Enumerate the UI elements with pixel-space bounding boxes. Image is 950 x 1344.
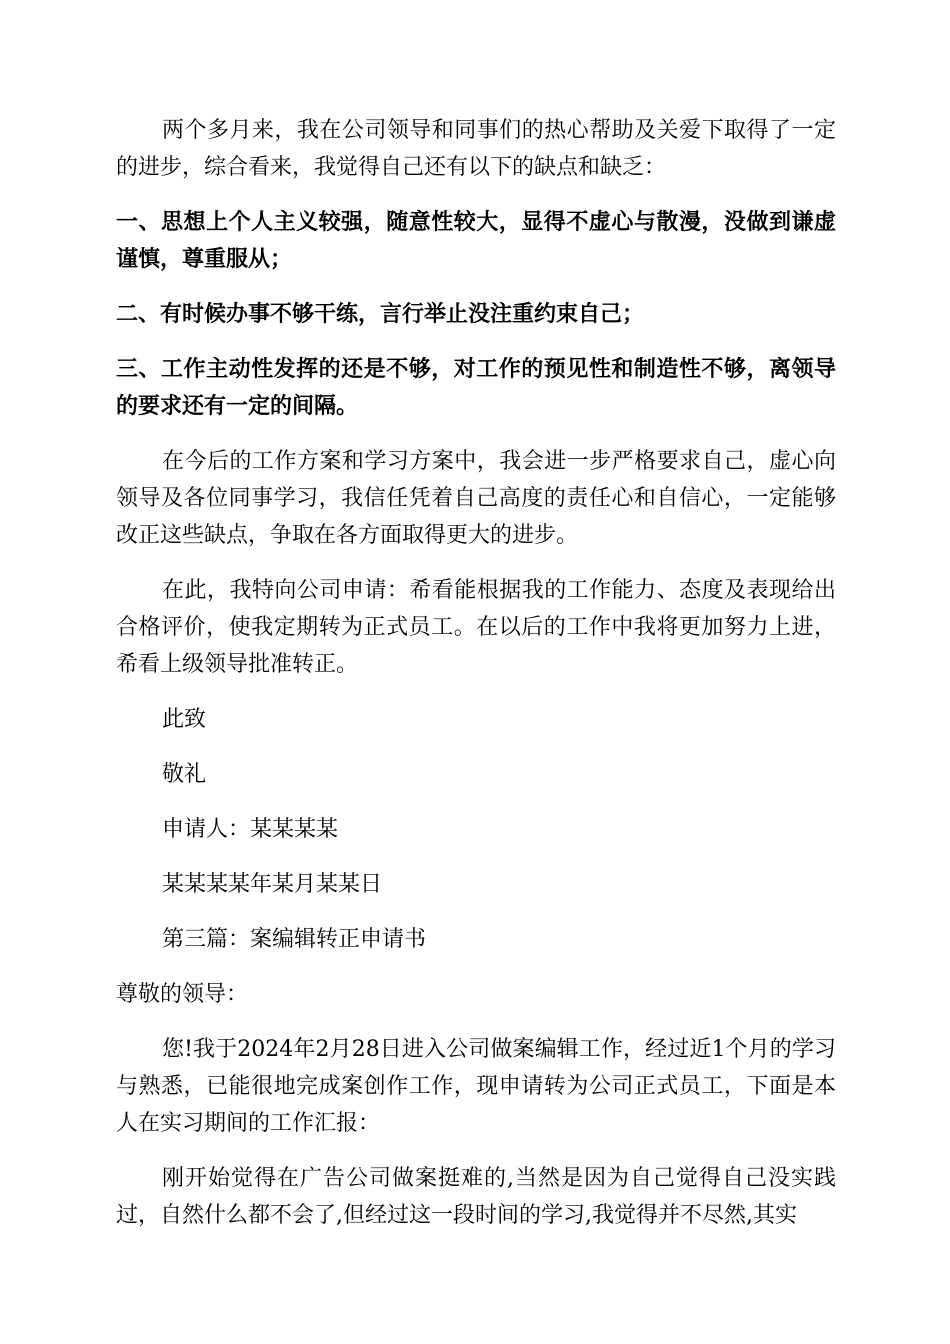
paragraph-shortcoming-3: 三、工作主动性发挥的还是不够，对工作的预见性和制造性不够，离领导的要求还有一定的间隔。 <box>116 357 836 419</box>
paragraph-report-body: 刚开始觉得在广告公司做案挺难的,当然是因为自己觉得自己没实践过，自然什么都不会了,但经过这一段时间的学习,我觉得并不尽然,其实 <box>116 1166 836 1228</box>
applicant-line: 申请人：某某某某 <box>162 817 339 842</box>
closing-regards: 敬礼 <box>162 762 207 787</box>
paragraph-improvement: 在今后的工作方案和学习方案中，我会进一步严格要求自己，虚心向领导及各位同事学习，我信任凭着自己高度的责任心和自信心，一定能够改正这些缺点，争取在各方面取得更大的进步。 <box>116 449 836 548</box>
paragraph-request: 在此，我特向公司申请：希看能根据我的工作能力、态度及表现给出合格评价，使我定期转为正式员工。在以后的工作中我将更加努力上进，希看上级领导批准转正。 <box>116 578 836 677</box>
closing-salutation: 此致 <box>162 707 207 732</box>
document-page <box>116 112 836 1234</box>
greeting-line: 尊敬的领导： <box>116 982 249 1007</box>
paragraph-report-intro: 您!我于2024年2月28日进入公司做案编辑工作，经过近1个月的学习与熟悉，已能很地完成案创作工作，现申请转为公司正式员工，下面是本人在实习期间的工作汇报： <box>116 1037 836 1136</box>
paragraph-shortcoming-1: 一、思想上个人主义较强，随意性较大，显得不虚心与散漫，没做到谦虚谨慎，尊重服从； <box>116 210 836 272</box>
paragraph-intro: 两个多月来，我在公司领导和同事们的热心帮助及关爱下取得了一定的进步，综合看来，我觉得自己还有以下的缺点和缺乏： <box>116 118 836 180</box>
date-line: 某某某某年某月某某日 <box>162 872 383 897</box>
section-heading: 第三篇：案编辑转正申请书 <box>162 927 427 952</box>
paragraph-shortcoming-2: 二、有时候办事不够干练，言行举止没注重约束自己； <box>116 302 645 327</box>
